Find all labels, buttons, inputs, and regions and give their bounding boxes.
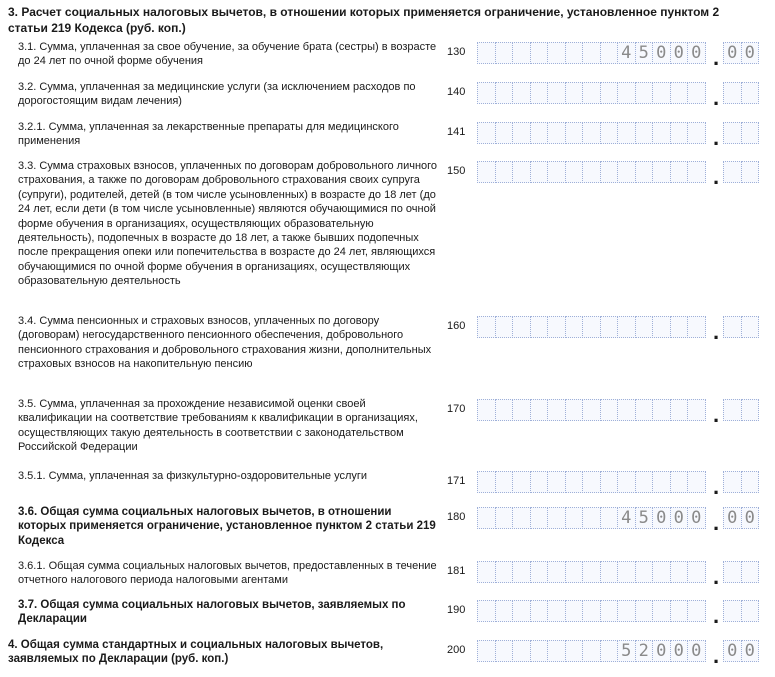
digit-cell[interactable]: [547, 42, 566, 64]
line-code: 150: [447, 165, 466, 177]
digit-cell[interactable]: [512, 561, 531, 583]
digit-cell[interactable]: [687, 600, 706, 622]
digit-cell[interactable]: 0: [687, 42, 706, 64]
digit-cell[interactable]: [495, 122, 514, 144]
digit-cell[interactable]: [723, 316, 742, 338]
digit-cell[interactable]: [635, 561, 654, 583]
digit-cell[interactable]: [582, 561, 601, 583]
digit-cell[interactable]: [530, 42, 549, 64]
digit-cell[interactable]: [741, 122, 760, 144]
digit-cell[interactable]: [547, 561, 566, 583]
row-label: 3.6.1. Общая сумма социальных налоговых вычетов, предоставленных в течение отчетного налогового периода налоговыми агентами: [18, 560, 437, 587]
digit-cell[interactable]: [670, 122, 689, 144]
digit-cell[interactable]: [617, 82, 636, 104]
digit-cell[interactable]: [600, 471, 619, 493]
digit-cell[interactable]: [635, 471, 654, 493]
kopecks-input[interactable]: [723, 316, 758, 338]
digit-cell[interactable]: 0: [687, 640, 706, 662]
digit-cell[interactable]: [723, 399, 742, 421]
digit-cell[interactable]: [512, 82, 531, 104]
digit-cell[interactable]: [495, 507, 514, 529]
digit-cell[interactable]: [670, 316, 689, 338]
line-code: 141: [447, 126, 466, 138]
digit-cell[interactable]: [530, 399, 549, 421]
digit-cell[interactable]: [617, 316, 636, 338]
digit-cell[interactable]: [477, 82, 496, 104]
rubles-input[interactable]: [477, 161, 705, 183]
digit-cell[interactable]: [600, 316, 619, 338]
digit-cell[interactable]: [477, 600, 496, 622]
digit-cell[interactable]: [687, 316, 706, 338]
row-label: 4. Общая сумма стандартных и социальных налоговых вычетов, заявляемых по Декларации (руб. коп.): [8, 639, 384, 666]
digit-cell[interactable]: [617, 561, 636, 583]
digit-cell[interactable]: [652, 161, 671, 183]
digit-cell[interactable]: [582, 122, 601, 144]
digit-cell[interactable]: [495, 600, 514, 622]
line-code: 181: [447, 565, 466, 577]
digit-cell[interactable]: [495, 161, 514, 183]
digit-cell[interactable]: [635, 82, 654, 104]
digit-cell[interactable]: [477, 561, 496, 583]
decimal-separator: .: [713, 85, 720, 110]
digit-cell[interactable]: [530, 122, 549, 144]
digit-cell[interactable]: [617, 161, 636, 183]
digit-cell[interactable]: [512, 640, 531, 662]
digit-cell[interactable]: 0: [687, 507, 706, 529]
digit-cell[interactable]: 0: [723, 640, 742, 662]
digit-cell[interactable]: [600, 399, 619, 421]
digit-cell[interactable]: [687, 161, 706, 183]
digit-cell[interactable]: [495, 399, 514, 421]
digit-cell[interactable]: [652, 561, 671, 583]
digit-cell[interactable]: 5: [617, 640, 636, 662]
digit-cell[interactable]: [565, 507, 584, 529]
kopecks-input[interactable]: [723, 122, 758, 144]
rubles-input[interactable]: [477, 399, 705, 421]
digit-cell[interactable]: [477, 316, 496, 338]
rubles-input[interactable]: [477, 561, 705, 583]
decimal-separator: .: [713, 643, 720, 668]
line-code: 130: [447, 46, 466, 58]
line-code: 160: [447, 320, 466, 332]
kopecks-input[interactable]: [723, 161, 758, 183]
digit-cell[interactable]: [741, 399, 760, 421]
kopecks-input[interactable]: [723, 399, 758, 421]
digit-cell[interactable]: [635, 399, 654, 421]
digit-cell[interactable]: [512, 316, 531, 338]
digit-cell[interactable]: [582, 161, 601, 183]
digit-cell[interactable]: [565, 600, 584, 622]
digit-cell[interactable]: [723, 561, 742, 583]
digit-cell[interactable]: 0: [652, 507, 671, 529]
digit-cell[interactable]: 0: [741, 507, 760, 529]
digit-cell[interactable]: [600, 600, 619, 622]
digit-cell[interactable]: [565, 122, 584, 144]
digit-cell[interactable]: [477, 399, 496, 421]
digit-cell[interactable]: [512, 471, 531, 493]
digit-cell[interactable]: [741, 316, 760, 338]
rubles-input[interactable]: [477, 640, 705, 662]
kopecks-input[interactable]: [723, 82, 758, 104]
digit-cell[interactable]: 0: [652, 42, 671, 64]
digit-cell[interactable]: [741, 471, 760, 493]
digit-cell[interactable]: [670, 161, 689, 183]
digit-cell[interactable]: 2: [635, 640, 654, 662]
digit-cell[interactable]: [565, 561, 584, 583]
digit-cell[interactable]: [477, 161, 496, 183]
digit-cell[interactable]: [547, 399, 566, 421]
digit-cell[interactable]: [582, 471, 601, 493]
digit-cell[interactable]: [617, 399, 636, 421]
row-label: 3.2. Сумма, уплаченная за медицинские услуги (за исключением расходов по дорогостоящим видам лечения): [18, 81, 416, 108]
digit-cell[interactable]: [477, 42, 496, 64]
digit-cell[interactable]: [635, 316, 654, 338]
digit-cell[interactable]: [600, 561, 619, 583]
line-code: 140: [447, 86, 466, 98]
digit-cell[interactable]: [687, 122, 706, 144]
digit-cell[interactable]: [530, 600, 549, 622]
rubles-input[interactable]: [477, 471, 705, 493]
digit-cell[interactable]: [582, 42, 601, 64]
digit-cell[interactable]: [670, 399, 689, 421]
digit-cell[interactable]: [652, 122, 671, 144]
digit-cell[interactable]: [565, 82, 584, 104]
digit-cell[interactable]: 0: [652, 640, 671, 662]
digit-cell[interactable]: [547, 507, 566, 529]
kopecks-input[interactable]: [723, 640, 758, 662]
digit-cell[interactable]: [635, 122, 654, 144]
row-label: 3.2.1. Сумма, уплаченная за лекарственные препараты для медицинского применения: [18, 121, 399, 148]
row-label: 3.5. Сумма, уплаченная за прохождение независимой оценки своей квалификации на соответствие требованиям к квалификации в организациях, осуществляющих такую деятельность в соответствии с законодательством Российской Федерации: [18, 398, 418, 454]
digit-cell[interactable]: [652, 600, 671, 622]
digit-cell[interactable]: [600, 122, 619, 144]
digit-cell[interactable]: [547, 640, 566, 662]
digit-cell[interactable]: [565, 399, 584, 421]
digit-cell[interactable]: [723, 471, 742, 493]
digit-cell[interactable]: 0: [741, 640, 760, 662]
digit-cell[interactable]: [617, 122, 636, 144]
rubles-input[interactable]: [477, 42, 705, 64]
digit-cell[interactable]: 0: [741, 42, 760, 64]
digit-cell[interactable]: [600, 161, 619, 183]
kopecks-input[interactable]: [723, 600, 758, 622]
digit-cell[interactable]: [600, 82, 619, 104]
digit-cell[interactable]: [652, 316, 671, 338]
digit-cell[interactable]: 5: [635, 42, 654, 64]
digit-cell[interactable]: [565, 42, 584, 64]
digit-cell[interactable]: [512, 122, 531, 144]
kopecks-input[interactable]: [723, 42, 758, 64]
digit-cell[interactable]: [530, 640, 549, 662]
digit-cell[interactable]: [547, 471, 566, 493]
decimal-separator: .: [713, 402, 720, 427]
decimal-separator: .: [713, 125, 720, 150]
decimal-separator: .: [713, 319, 720, 344]
digit-cell[interactable]: [617, 471, 636, 493]
rubles-input[interactable]: [477, 507, 705, 529]
digit-cell[interactable]: [741, 82, 760, 104]
digit-cell[interactable]: [547, 82, 566, 104]
rubles-input[interactable]: [477, 82, 705, 104]
digit-cell[interactable]: 4: [617, 507, 636, 529]
decimal-separator: .: [713, 474, 720, 499]
digit-cell[interactable]: [547, 600, 566, 622]
digit-cell[interactable]: [565, 640, 584, 662]
line-code: 170: [447, 403, 466, 415]
digit-cell[interactable]: [687, 399, 706, 421]
digit-cell[interactable]: [530, 316, 549, 338]
digit-cell[interactable]: [652, 399, 671, 421]
line-code: 200: [447, 644, 466, 656]
digit-cell[interactable]: [495, 82, 514, 104]
digit-cell[interactable]: [495, 640, 514, 662]
digit-cell[interactable]: [565, 161, 584, 183]
digit-cell[interactable]: 0: [723, 507, 742, 529]
digit-cell[interactable]: [530, 507, 549, 529]
digit-cell[interactable]: [547, 161, 566, 183]
digit-cell[interactable]: [723, 122, 742, 144]
digit-cell[interactable]: [635, 600, 654, 622]
digit-cell[interactable]: [582, 316, 601, 338]
digit-cell[interactable]: 0: [670, 507, 689, 529]
digit-cell[interactable]: [530, 561, 549, 583]
digit-cell[interactable]: [530, 471, 549, 493]
line-code: 190: [447, 604, 466, 616]
kopecks-input[interactable]: [723, 507, 758, 529]
digit-cell[interactable]: [741, 161, 760, 183]
digit-cell[interactable]: [477, 507, 496, 529]
line-code: 171: [447, 475, 466, 487]
kopecks-input[interactable]: [723, 561, 758, 583]
rubles-input[interactable]: [477, 122, 705, 144]
digit-cell[interactable]: [687, 82, 706, 104]
row-label: 3.4. Сумма пенсионных и страховых взносов, уплаченных по договору (договорам) негосударственного пенсионного обеспечения, добровольного пенсионного страхования и добровольного страхования жизни, дополнительных страховых взносов на накопительную пенсию: [18, 315, 432, 371]
rubles-input[interactable]: [477, 600, 705, 622]
decimal-separator: .: [713, 603, 720, 628]
rubles-input[interactable]: [477, 316, 705, 338]
digit-cell[interactable]: 4: [617, 42, 636, 64]
digit-cell[interactable]: [547, 316, 566, 338]
digit-cell[interactable]: [495, 42, 514, 64]
digit-cell[interactable]: [617, 600, 636, 622]
row-label: 3.3. Сумма страховых взносов, уплаченных по договорам добровольного личного страхования, а также по договорам добровольного страхования своих супруга (супруги), родителей, детей (в том числе усыновленных) в возрасте до 18 лет (до 24 лет, если дети (в том числе усыновленные) являются обучающимися по очной форме обучения в организациях, осуществляющих образовательную деятельность), подопечных в возрасте до 18 лет, а также бывших подопечных после прекращения опеки или попечительства в возрасте до 24 лет, являющихся обучающимися по очной форме обучения в организациях, осуществляющих образовательную деятельность: [18, 160, 438, 288]
digit-cell[interactable]: [477, 122, 496, 144]
digit-cell[interactable]: [512, 161, 531, 183]
digit-cell[interactable]: 0: [670, 42, 689, 64]
digit-cell[interactable]: [582, 507, 601, 529]
digit-cell[interactable]: [741, 600, 760, 622]
decimal-separator: .: [713, 564, 720, 589]
digit-cell[interactable]: [600, 640, 619, 662]
digit-cell[interactable]: [670, 600, 689, 622]
digit-cell[interactable]: [547, 122, 566, 144]
digit-cell[interactable]: [723, 161, 742, 183]
decimal-separator: .: [713, 45, 720, 70]
digit-cell[interactable]: 0: [723, 42, 742, 64]
digit-cell[interactable]: [565, 316, 584, 338]
digit-cell[interactable]: [687, 471, 706, 493]
digit-cell[interactable]: [582, 640, 601, 662]
digit-cell[interactable]: [635, 161, 654, 183]
kopecks-input[interactable]: [723, 471, 758, 493]
digit-cell[interactable]: [670, 471, 689, 493]
decimal-separator: .: [713, 164, 720, 189]
digit-cell[interactable]: [530, 161, 549, 183]
digit-cell[interactable]: [600, 42, 619, 64]
digit-cell[interactable]: [723, 82, 742, 104]
digit-cell[interactable]: [687, 561, 706, 583]
digit-cell[interactable]: [652, 82, 671, 104]
digit-cell[interactable]: [670, 82, 689, 104]
digit-cell[interactable]: [512, 399, 531, 421]
row-label: 3.6. Общая сумма социальных налоговых вычетов, в отношении которых применяется ограничение, установленное пунктом 2 статьи 219 Кодекса: [18, 506, 436, 547]
digit-cell[interactable]: [582, 399, 601, 421]
digit-cell[interactable]: [723, 600, 742, 622]
digit-cell[interactable]: [530, 82, 549, 104]
digit-cell[interactable]: [495, 316, 514, 338]
digit-cell[interactable]: [477, 471, 496, 493]
row-label: 3.1. Сумма, уплаченная за свое обучение, за обучение брата (сестры) в возрасте до 24 лет по очной форме обучения: [18, 41, 437, 68]
decimal-separator: .: [713, 510, 720, 535]
digit-cell[interactable]: [652, 471, 671, 493]
digit-cell[interactable]: [565, 471, 584, 493]
digit-cell[interactable]: 5: [635, 507, 654, 529]
digit-cell[interactable]: [477, 640, 496, 662]
digit-cell[interactable]: [495, 471, 514, 493]
digit-cell[interactable]: [582, 82, 601, 104]
digit-cell[interactable]: [582, 600, 601, 622]
section-3-header: 3. Расчет социальных налоговых вычетов, в отношении которых применяется ограничение, установленное пунктом 2 статьи 219 Кодекса (руб. коп.): [8, 5, 720, 35]
digit-cell[interactable]: [512, 507, 531, 529]
row-label: 3.5.1. Сумма, уплаченная за физкультурно-оздоровительные услуги: [18, 470, 368, 482]
digit-cell[interactable]: [512, 42, 531, 64]
line-code: 180: [447, 511, 466, 523]
digit-cell[interactable]: [741, 561, 760, 583]
digit-cell[interactable]: [600, 507, 619, 529]
digit-cell[interactable]: [495, 561, 514, 583]
digit-cell[interactable]: 0: [670, 640, 689, 662]
row-label: 3.7. Общая сумма социальных налоговых вычетов, заявляемых по Декларации: [18, 599, 406, 626]
digit-cell[interactable]: [512, 600, 531, 622]
digit-cell[interactable]: [670, 561, 689, 583]
